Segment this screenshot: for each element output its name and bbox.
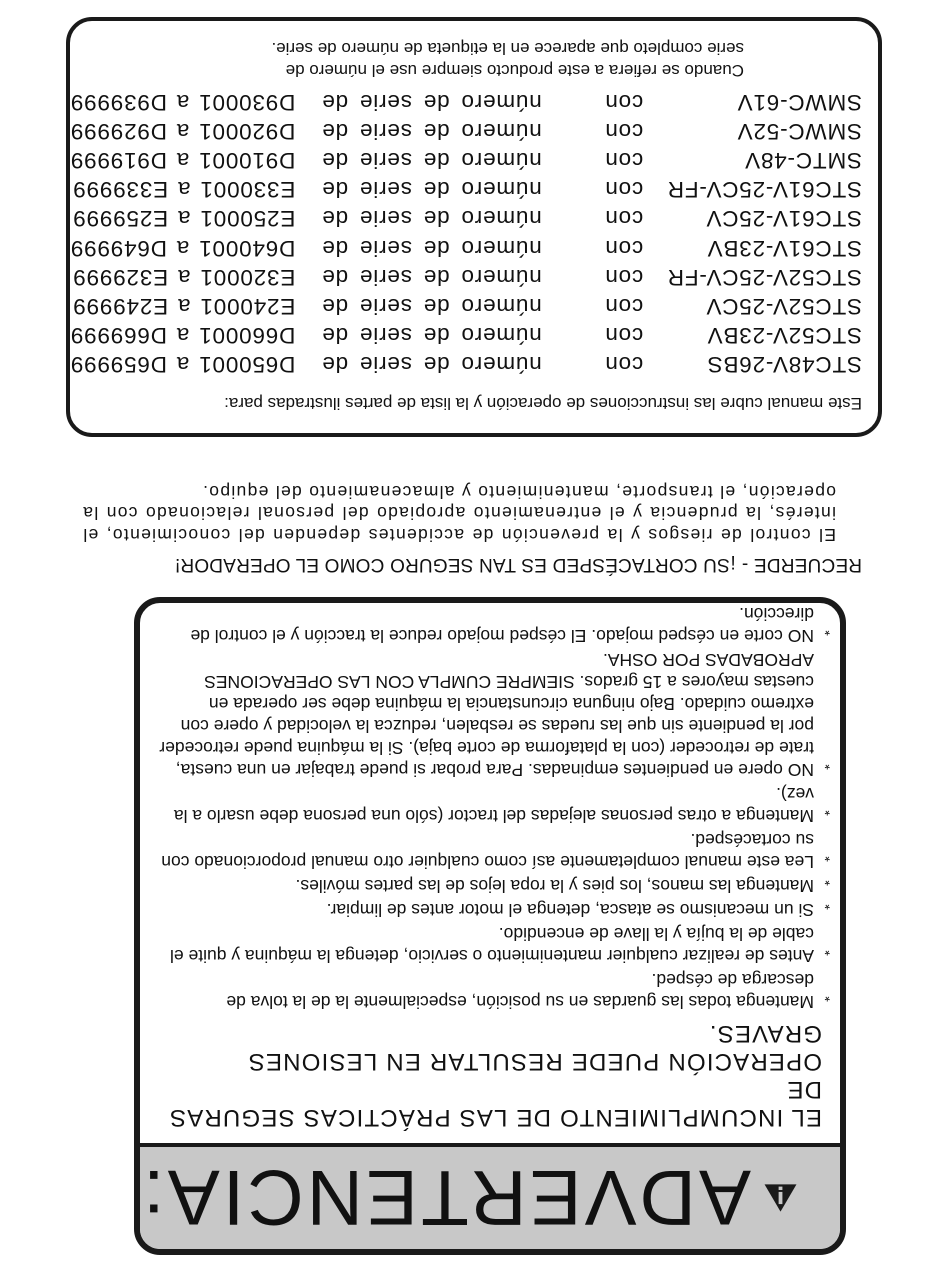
warning-bullet-text: Mantenga las manos, los pies y la ropa lejos de las partes móviles. (295, 876, 814, 896)
serial-joiner: a (177, 177, 191, 203)
model-serial-range (70, 350, 295, 379)
model-serial-range (70, 87, 295, 116)
model-connector: con (604, 89, 644, 115)
bullet-asterisk-icon: * (824, 943, 830, 959)
warning-bullet (154, 603, 830, 647)
model-row (70, 262, 862, 291)
serial-to: D939999 (70, 89, 167, 115)
serial-from: D920001 (198, 118, 296, 144)
model-serial-desc: número de serie de (321, 264, 542, 290)
serial-joiner: a (176, 323, 190, 349)
serial-from: E250001 (199, 206, 296, 232)
serial-joiner: a (177, 206, 191, 232)
model-row (70, 146, 862, 175)
model-serial-range (70, 204, 295, 233)
model-serial-desc: número de serie de (321, 323, 542, 349)
warning-bullet-text: Mantenga todas las guardas en su posición, especialmente la de la tolva de descarga de césped. (226, 970, 814, 1012)
model-row (70, 175, 862, 204)
serial-from: D930001 (198, 89, 296, 115)
model-connector: con (604, 323, 644, 349)
model-serial-range (70, 291, 295, 320)
models-table-body (70, 87, 862, 379)
warning-bullet (154, 923, 830, 967)
warning-bullet-list (154, 603, 830, 1013)
warning-bullet-text: Lea este manual completamente así como cualquier otro manual proporcionado con su cortacésped. (161, 830, 814, 872)
bullet-asterisk-icon: * (824, 803, 830, 819)
warning-bullet (154, 875, 830, 897)
model-connector: con (604, 294, 644, 320)
serial-joiner: a (176, 352, 190, 378)
model-name: STC52V-23BV (706, 323, 862, 349)
bullet-asterisk-icon: * (824, 849, 830, 865)
warning-bullet-text: Mantenga a otras personas alejadas del tractor (sólo una persona debe usarlo a la vez). (173, 784, 814, 826)
serial-from: D910001 (198, 148, 296, 174)
serial-to: E259999 (72, 206, 169, 232)
reminder-paragraph: El control de riesgos y la prevención de accidentes dependen del conocimiento, el interés, la prudencia y el entrenamiento apropiado del personal relacionado con la operación, el transporte, mantenimiento y almacenamiento del equipo. (82, 482, 836, 545)
model-connector: con (604, 235, 644, 261)
serial-to: E329999 (72, 264, 169, 290)
serial-joiner: a (177, 294, 191, 320)
serial-from: E330001 (199, 177, 296, 203)
serial-joiner: a (176, 89, 190, 115)
model-serial-desc: número de serie de (321, 148, 542, 174)
model-name: SMWC-61V (736, 89, 862, 115)
warning-bullet-text: NO corte en césped mojado. El césped mojado reduce la tracción y el control de dirección. (190, 604, 814, 646)
serial-to: D649999 (70, 235, 167, 261)
model-serial-desc: número de serie de (321, 294, 542, 320)
model-name: STC52V-25CV-FR (666, 264, 862, 290)
serial-joiner: a (176, 148, 190, 174)
model-serial-desc: número de serie de (321, 235, 542, 261)
warning-bullet-text: Si un mecanismo se atasca, detenga el motor antes de limpiar. (326, 900, 814, 920)
serial-from: D660001 (198, 323, 296, 349)
warning-bullet (154, 899, 830, 921)
model-serial-desc: número de serie de (321, 177, 542, 203)
reminder-section (82, 481, 862, 576)
model-name: STC52V-25CV (705, 294, 862, 320)
model-serial-range (70, 321, 295, 350)
models-note (271, 37, 744, 81)
models-note-line: Cuando se refiera a este producto siempre use el número de (285, 61, 744, 80)
model-serial-desc: número de serie de (321, 118, 542, 144)
model-serial-desc: número de serie de (321, 206, 542, 232)
model-connector: con (604, 118, 644, 144)
warning-title: ADVERTENCIA: (140, 1154, 752, 1242)
serial-joiner: a (176, 235, 190, 261)
model-row (70, 233, 862, 262)
model-row (70, 350, 862, 379)
bullet-asterisk-icon: * (824, 757, 830, 773)
models-table (70, 87, 862, 379)
model-row (70, 204, 862, 233)
bullet-asterisk-icon: * (824, 897, 830, 913)
warning-heading (162, 1019, 822, 1131)
serial-to: E339999 (72, 177, 169, 203)
warning-bullet (154, 783, 830, 827)
serial-to: D669999 (70, 323, 167, 349)
reminder-title: RECUERDE - ¡SU CORTACÉSPED ES TAN SEGURO COMO EL OPERADOR! (174, 554, 862, 575)
model-name: STC48V-26BS (706, 352, 862, 378)
serial-from: E240001 (199, 294, 296, 320)
model-connector: con (604, 148, 644, 174)
bullet-asterisk-icon: * (824, 623, 830, 639)
warning-bullet (154, 649, 830, 781)
model-serial-range (70, 116, 295, 145)
model-serial-range (70, 146, 295, 175)
serial-joiner: a (177, 264, 191, 290)
serial-joiner: a (176, 118, 190, 144)
model-row (70, 321, 862, 350)
serial-from: E320001 (199, 264, 296, 290)
model-name: SMWC-52V (736, 118, 862, 144)
model-connector: con (604, 206, 644, 232)
warning-bullet (154, 829, 830, 873)
models-box (66, 17, 882, 437)
model-connector: con (604, 177, 644, 203)
model-row (70, 116, 862, 145)
model-serial-desc: número de serie de (321, 89, 542, 115)
bullet-asterisk-icon: * (824, 989, 830, 1005)
warning-triangle-icon (763, 1158, 798, 1238)
model-serial-range (70, 262, 295, 291)
model-name: SMTC-48V (744, 148, 862, 174)
model-connector: con (604, 352, 644, 378)
models-note-line: serie completo que aparece en la etiqueta de número de serie. (271, 39, 744, 58)
warning-heading-line: OPERACIÓN PUEDE RESULTAR EN LESIONES GRAVES. (247, 1020, 822, 1075)
model-name: STC61V-23BV (706, 235, 862, 261)
serial-from: D650001 (198, 352, 296, 378)
serial-to: D919999 (70, 148, 167, 174)
model-serial-desc: número de serie de (321, 352, 542, 378)
bullet-asterisk-icon: * (824, 873, 830, 889)
serial-to: D929999 (70, 118, 167, 144)
models-intro: Este manual cubre las instrucciones de operación y la lista de partes ilustradas para: (224, 394, 862, 413)
warning-heading-line: EL INCUMPLIMIENTO DE LAS PRÁCTICAS SEGURAS DE (168, 1076, 822, 1131)
serial-to: E249999 (72, 294, 169, 320)
serial-to: D659999 (70, 352, 167, 378)
model-row (70, 291, 862, 320)
model-connector: con (604, 264, 644, 290)
model-serial-range (70, 233, 295, 262)
warning-box (134, 597, 846, 1255)
serial-from: D640001 (198, 235, 296, 261)
model-name: STC61V-25CV-FR (666, 177, 862, 203)
warning-header (140, 1143, 840, 1249)
warning-bullet (154, 969, 830, 1013)
warning-bullet-text: Antes de realizar cualquier mantenimiento o servicio, detenga la máquina y quite el cable de la bujía y la llave de encendido. (170, 924, 814, 966)
warning-bullet-text: NO opere en pendientes empinadas. Para probar si puede trabajar en una cuesta, trate de retroceder (con la plataforma de corte baja). Si la máquina puede retroceder por la pendiente sin que las ruedas se resbalen, reduzca la velocidad y opere con extremo cuidado. Bajo ninguna circunstancia la máquina debe ser operada en cuestas mayores a 15 grados. SIEMPRE CUMPLA CON LAS OPERACIONES APROBADAS POR OSHA. (159, 650, 814, 780)
model-serial-range (70, 175, 295, 204)
model-row (70, 87, 862, 116)
model-name: STC61V-25CV (705, 206, 862, 232)
